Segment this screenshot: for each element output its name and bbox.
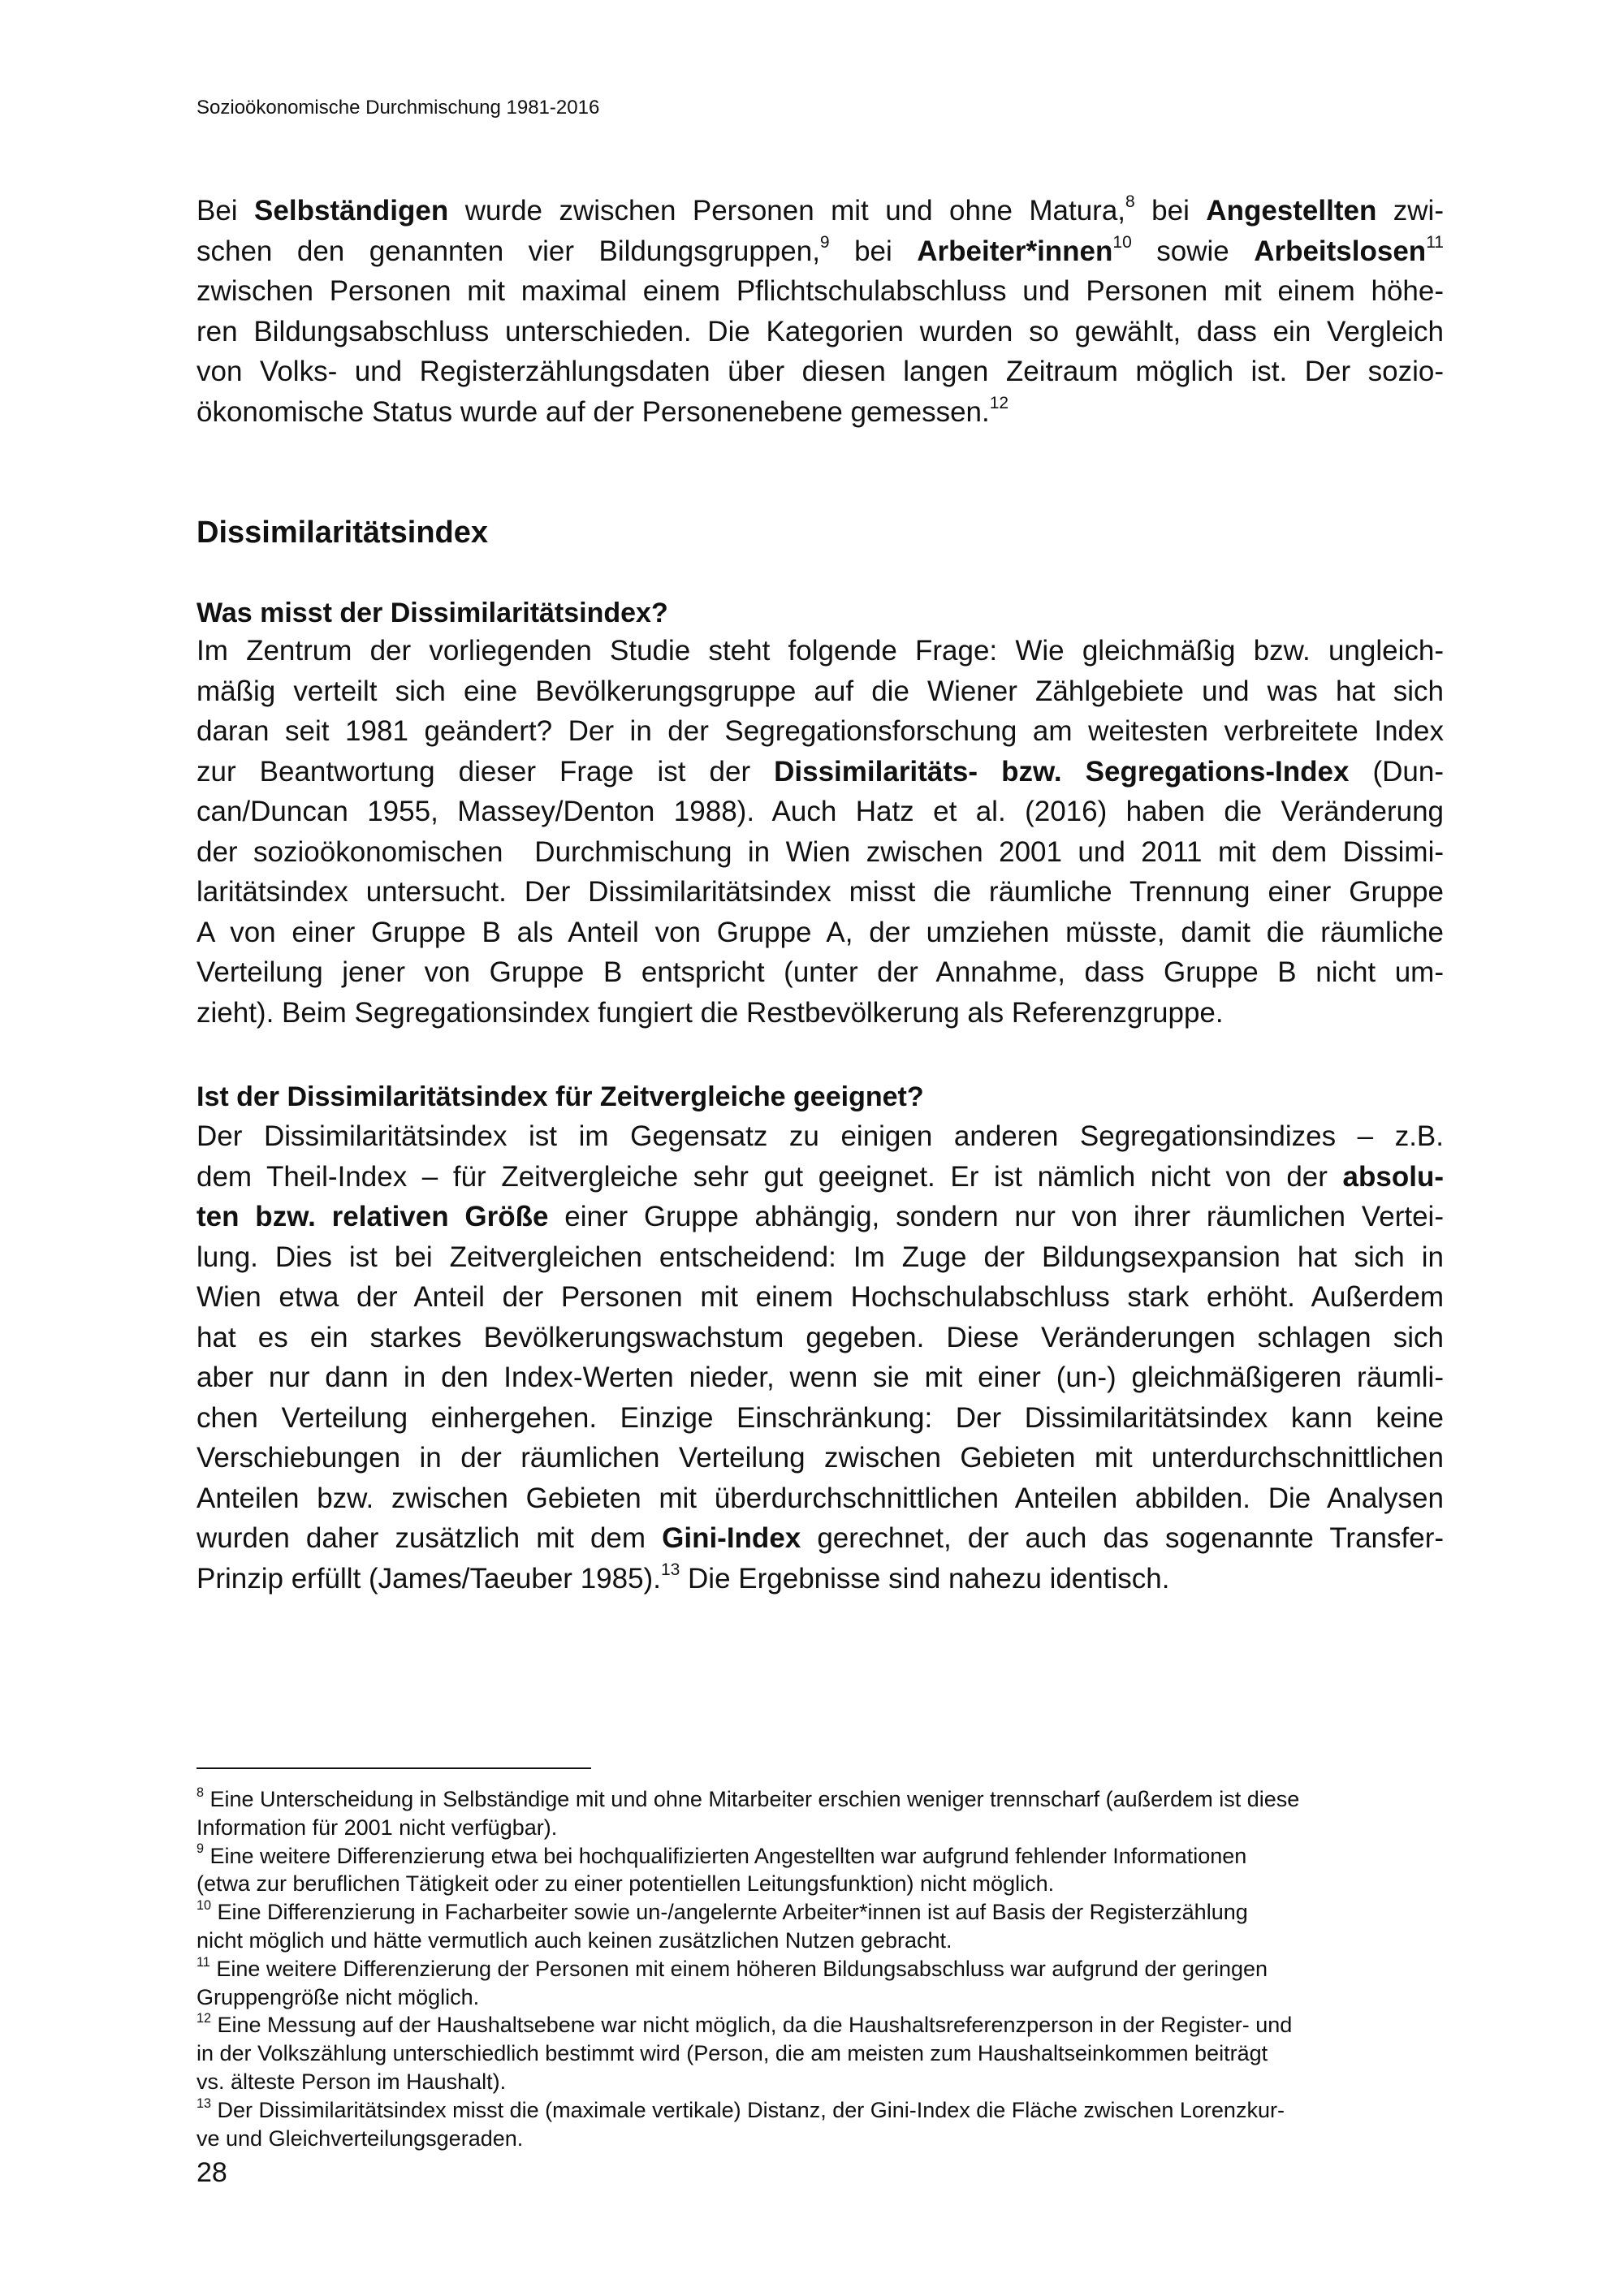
text-run: Eine Unterscheidung in Selbständige mit und ohne Mitarbeiter erschien weniger trennscharf (außerdem ist diese — [204, 1787, 1300, 1811]
text-line — [197, 271, 1444, 312]
footnote-reference: 9 — [819, 232, 830, 252]
text-line — [197, 1559, 1444, 1599]
text-run: hat es ein starkes Bevölkerungswachstum gegeben. Diese Veränderungen schlagen sich — [197, 1321, 1444, 1353]
text-line — [197, 392, 1444, 433]
text-run: Eine weitere Differenzierung etwa bei hochqualifizierten Angestellten war aufgrund fehlender Informationen — [204, 1843, 1247, 1868]
text-line — [197, 2039, 1444, 2068]
text-run: Anteilen bzw. zwischen Gebieten mit überdurchschnittlichen Anteilen abbilden. Die Analysen — [197, 1482, 1444, 1514]
text-line — [197, 993, 1444, 1034]
footnote-reference: 13 — [197, 2095, 212, 2111]
text-line — [197, 752, 1444, 792]
text-line — [197, 1927, 1444, 1955]
text-run: Wien etwa der Anteil der Personen mit einem Hochschulabschluss stark erhöht. Außerdem — [197, 1281, 1444, 1313]
text-line — [197, 1277, 1444, 1318]
text-run: gerechnet, der auch das sogenannte Transfer- — [801, 1522, 1445, 1554]
footnote-reference: 11 — [1426, 232, 1444, 252]
text-run: schen den genannten vier Bildungsgruppen, — [197, 235, 820, 267]
text-run: der sozioökonomischen Durchmischung in Wien zwischen 2001 und 2011 mit dem Dissimi- — [197, 835, 1444, 868]
text-run: zur Beantwortung dieser Frage ist der — [197, 755, 775, 788]
text-run: Prinzip erfüllt (James/Taeuber 1985). — [197, 1562, 661, 1595]
bold-term: Angestellten — [1206, 195, 1377, 227]
text-run: (etwa zur beruflichen Tätigkeit oder zu einer potentiellen Leitungsfunktion) nicht möglich. — [197, 1871, 1055, 1897]
text-line — [197, 1785, 1444, 1814]
text-line — [197, 1157, 1444, 1198]
text-line — [197, 1898, 1444, 1927]
text-run: lung. Dies ist bei Zeitvergleichen entscheidend: Im Zuge der Bildungsexpansion hat sich in — [197, 1241, 1444, 1273]
text-run: laritätsindex untersucht. Der Dissimilaritätsindex misst die räumliche Trennung einer Gruppe — [197, 876, 1444, 908]
text-line — [197, 1814, 1444, 1842]
text-line — [197, 191, 1444, 231]
text-run: Bei — [197, 195, 255, 227]
text-line — [197, 2011, 1444, 2039]
text-line — [197, 2125, 1444, 2153]
text-run: zieht). Beim Segregationsindex fungiert die Restbevölkerung als Referenzgruppe. — [197, 996, 1224, 1029]
text-run: aber nur dann in den Index-Werten nieder, wenn sie mit einer (un-) gleichmäßigeren räumli- — [197, 1362, 1444, 1393]
text-run: (Dun- — [1349, 755, 1444, 788]
footnote-reference: 9 — [197, 1841, 205, 1857]
bold-term: Arbeiter*innen — [917, 235, 1113, 267]
text-run: bei — [829, 235, 918, 267]
text-line — [197, 913, 1444, 953]
text-line — [197, 312, 1444, 352]
footnote-reference: 10 — [1112, 232, 1132, 252]
text-run: in der Volkszählung unterschiedlich bestimmt wird (Person, die am meisten zum Haushaltseinkommen beiträgt — [197, 2041, 1268, 2066]
text-run: ökonomische Status wurde auf der Personenebene gemessen. — [197, 395, 990, 428]
bold-term: Dissimilaritäts- bzw. Segregations-Index — [774, 755, 1350, 788]
text-line — [197, 1955, 1444, 1983]
bold-term: Selbständigen — [254, 195, 449, 227]
text-line — [197, 1438, 1444, 1478]
text-line — [197, 1518, 1444, 1559]
text-line — [197, 1116, 1444, 1157]
text-line — [197, 952, 1444, 993]
text-run: bei — [1134, 195, 1207, 227]
text-run: ve und Gleichverteilungsgeraden. — [197, 2126, 524, 2151]
text-line — [197, 352, 1444, 392]
footnote-reference: 8 — [197, 1785, 205, 1800]
text-run: sowie — [1131, 235, 1255, 267]
subheading-time-comparison: Ist der Dissimilaritätsindex für Zeitvergleiche geeignet? — [197, 1081, 924, 1112]
text-run: dem Theil-Index – für Zeitvergleiche sehr gut geeignet. Er ist nämlich nicht von der — [197, 1160, 1343, 1193]
text-run: Gruppengröße nicht möglich. — [197, 1984, 480, 2009]
text-run: mäßig verteilt sich eine Bevölkerungsgruppe auf die Wiener Zählgebiete und was hat sich — [197, 675, 1444, 707]
text-run: ren Bildungsabschluss unterschieden. Die Kategorien wurden so gewählt, dass ein Vergleich — [197, 315, 1444, 347]
text-line — [197, 1478, 1444, 1519]
text-line — [197, 792, 1444, 832]
text-run: einer Gruppe abhängig, sondern nur von ihrer räumlichen Vertei- — [548, 1201, 1444, 1232]
text-run: A von einer Gruppe B als Anteil von Gruppe A, der umziehen müsste, damit die räumliche — [197, 916, 1444, 948]
text-line — [197, 1398, 1444, 1439]
text-run: Im Zentrum der vorliegenden Studie steht folgende Frage: Wie gleichmäßig bzw. ungleich- — [197, 635, 1444, 667]
text-line — [197, 2096, 1444, 2125]
footnote-reference: 13 — [660, 1560, 680, 1579]
section-heading: Dissimilaritätsindex — [197, 516, 489, 550]
text-run: Eine weitere Differenzierung der Personen mit einem höheren Bildungsabschluss war aufgrund der geringen — [209, 1956, 1268, 1981]
text-run: Eine Messung auf der Haushaltsebene war nicht möglich, da die Haushaltsreferenzperson in der Register- und — [211, 2013, 1293, 2038]
text-run: daran seit 1981 geändert? Der in der Segregationsforschung am weitesten verbreitete Index — [197, 715, 1444, 747]
text-line — [197, 1842, 1444, 1871]
text-run: nicht möglich und hätte vermutlich auch keinen zusätzlichen Nutzen gebracht. — [197, 1927, 952, 1953]
text-line — [197, 1318, 1444, 1358]
page-number: 28 — [197, 2157, 227, 2188]
text-line — [197, 711, 1444, 752]
footnote-separator — [197, 1767, 591, 1769]
text-run: zwischen Personen mit maximal einem Pflichtschulabschluss und Personen mit einem höhe- — [197, 275, 1444, 307]
paragraph-time-comparison — [197, 1116, 1444, 1599]
text-run: zwi- — [1376, 195, 1444, 227]
text-line — [197, 631, 1444, 671]
footnote-reference: 12 — [989, 393, 1009, 412]
text-run: Information für 2001 nicht verfügbar). — [197, 1815, 558, 1840]
text-line — [197, 671, 1444, 712]
text-line — [197, 1870, 1444, 1898]
text-line — [197, 1357, 1444, 1398]
subheading-what-measures: Was misst der Dissimilaritätsindex? — [197, 598, 668, 628]
text-line — [197, 1197, 1444, 1237]
bold-term: Gini-Index — [662, 1522, 801, 1554]
text-run: Die Ergebnisse sind nahezu identisch. — [680, 1562, 1170, 1595]
text-line — [197, 832, 1444, 873]
bold-term: absolu- — [1342, 1160, 1444, 1193]
footnote-reference: 8 — [1125, 192, 1135, 212]
footnotes — [197, 1785, 1444, 2152]
text-line — [197, 1237, 1444, 1278]
text-run: Eine Differenzierung in Facharbeiter sowie un-/angelernte Arbeiter*innen ist auf Basis der Registerzählung — [211, 1900, 1248, 1925]
paragraph-status-categories — [197, 191, 1444, 432]
running-header: Sozioökonomische Durchmischung 1981-2016 — [197, 97, 600, 119]
text-line — [197, 2068, 1444, 2096]
text-run: wurde zwischen Personen mit und ohne Matura, — [448, 195, 1126, 227]
text-line — [197, 872, 1444, 913]
bold-term: Arbeitslosen — [1254, 235, 1427, 267]
text-run: Der Dissimilaritätsindex misst die (maximale vertikale) Distanz, der Gini-Index die Fläche zwischen Lorenzkur- — [211, 2097, 1285, 2122]
footnote-reference: 11 — [197, 1954, 210, 1970]
text-line — [197, 1983, 1444, 2012]
text-run: vs. älteste Person im Haushalt). — [197, 2069, 507, 2094]
text-run: Der Dissimilaritätsindex ist im Gegensatz zu einigen anderen Segregationsindizes – z.B. — [197, 1120, 1444, 1152]
text-run: von Volks- und Registerzählungsdaten über diesen langen Zeitraum möglich ist. Der sozio- — [197, 356, 1444, 387]
paragraph-what-measures — [197, 631, 1444, 1033]
footnote-reference: 12 — [197, 2011, 212, 2026]
footnote-reference: 10 — [197, 1898, 212, 1914]
text-run: chen Verteilung einhergehen. Einzige Einschränkung: Der Dissimilaritätsindex kann keine — [197, 1401, 1444, 1434]
text-run: wurden daher zusätzlich mit dem — [197, 1522, 663, 1554]
text-run: Verschiebungen in der räumlichen Verteilung zwischen Gebieten mit unterdurchschnittlichen — [197, 1442, 1444, 1474]
text-line — [197, 231, 1444, 272]
bold-term: ten bzw. relativen Größe — [197, 1201, 549, 1232]
text-run: Verteilung jener von Gruppe B entspricht (unter der Annahme, dass Gruppe B nicht um- — [197, 956, 1444, 988]
text-run: can/Duncan 1955, Massey/Denton 1988). Auch Hatz et al. (2016) haben die Veränderung — [197, 796, 1444, 827]
